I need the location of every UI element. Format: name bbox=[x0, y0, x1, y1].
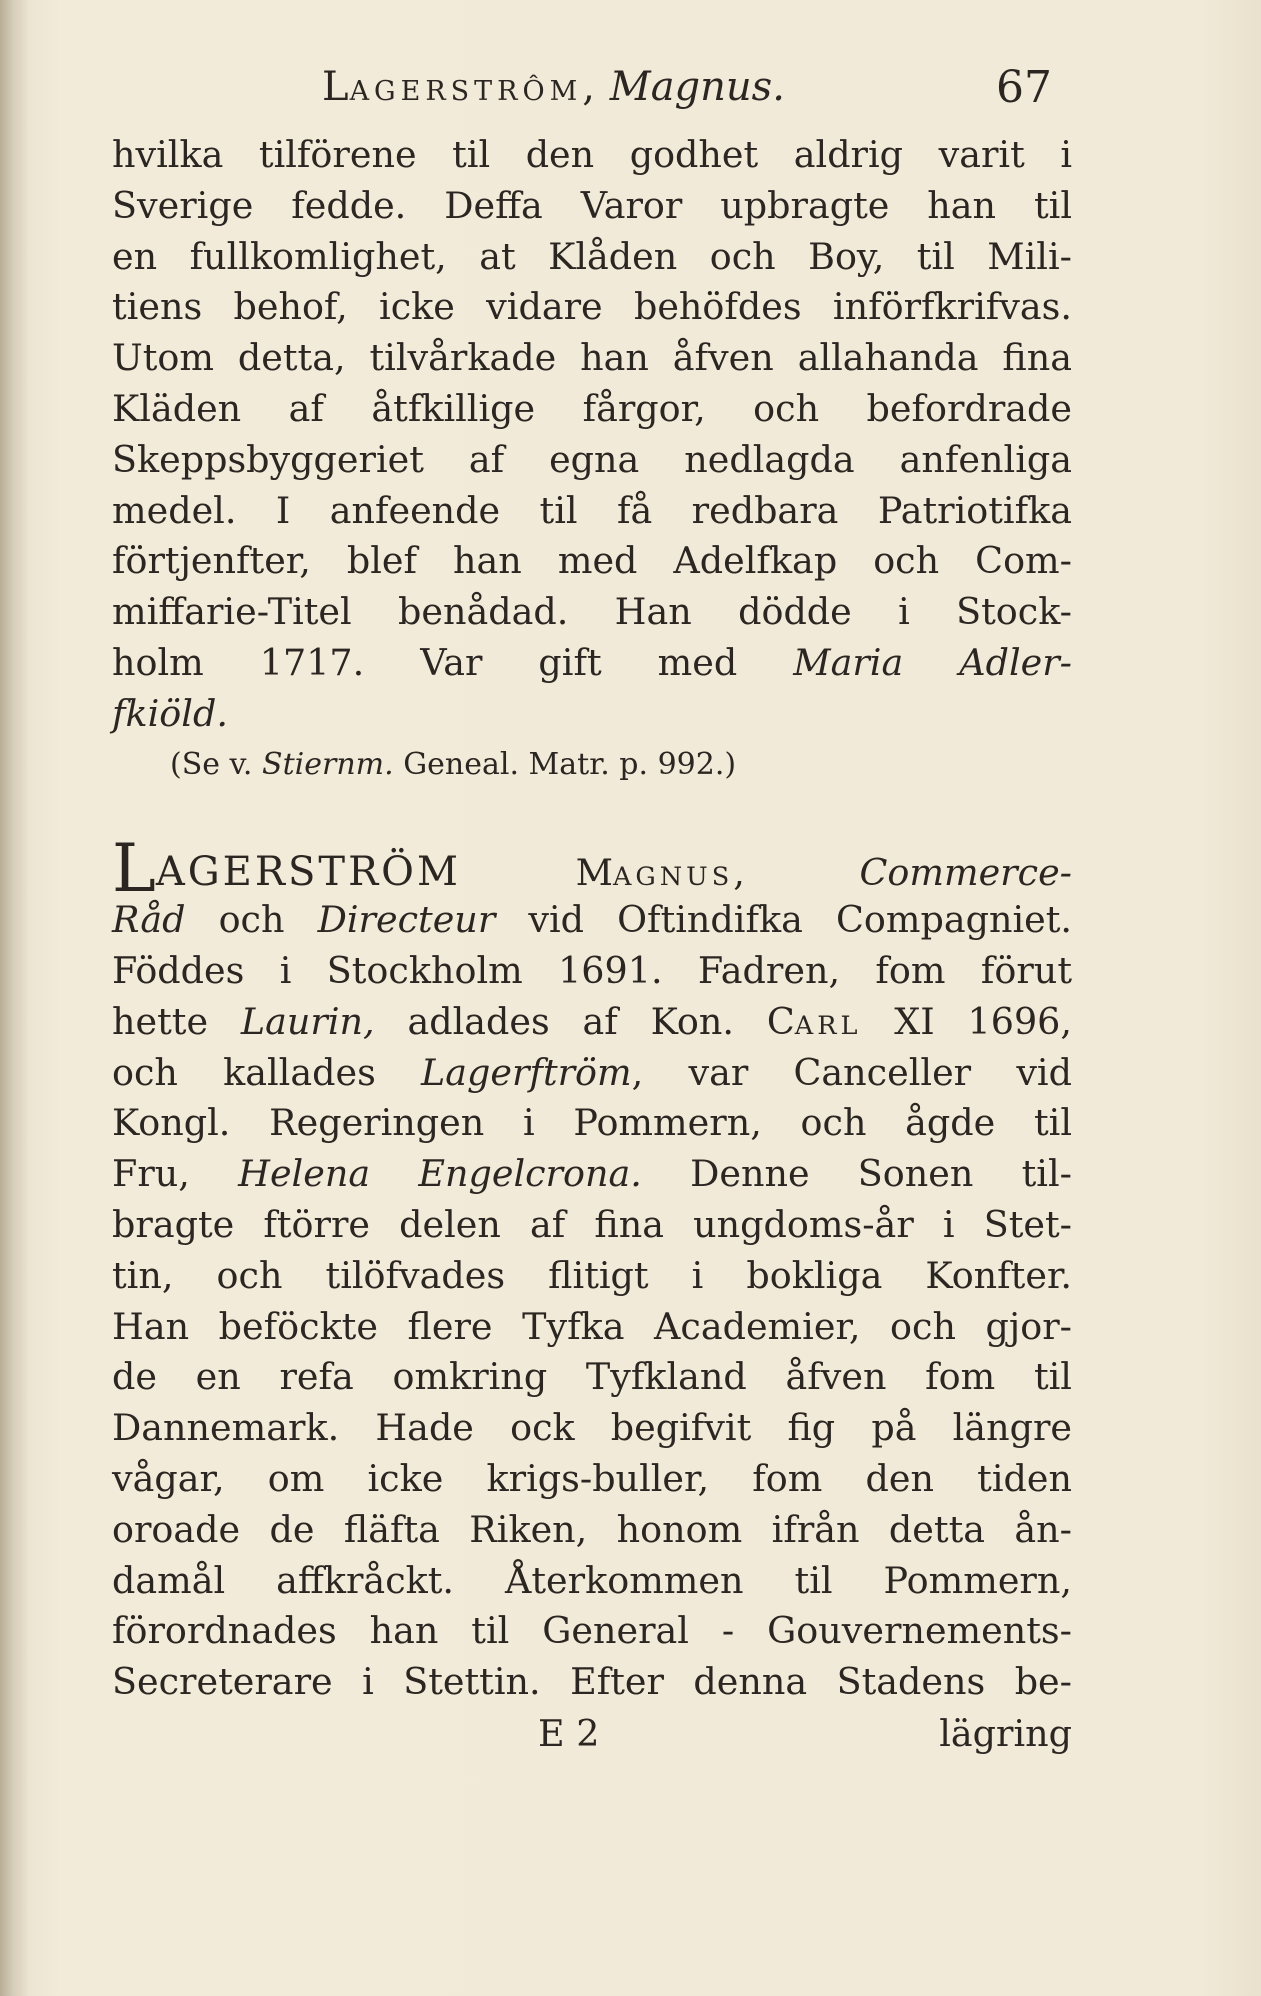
text-line: bragte ftörre delen af fina ungdoms-år i Stet- bbox=[112, 1202, 1072, 1246]
reference-detail: Geneal. Matr. p. 992.) bbox=[403, 746, 737, 782]
running-head-surname: AGERSTRÔM bbox=[349, 76, 583, 107]
entry-separator: , bbox=[733, 851, 745, 895]
text-line: damål affkråckt. Återkommen til Pommern, bbox=[112, 1558, 1072, 1602]
running-head-surname-initial: L bbox=[322, 64, 350, 110]
text-line: Kläden af åtfkillige fårgor, och befordrade bbox=[112, 386, 1072, 430]
entry-title-cont: Råd bbox=[112, 898, 186, 942]
text-line bbox=[112, 997, 1072, 1048]
text-line: oroade de fläfta Riken, honom ifrån detta ån- bbox=[112, 1507, 1072, 1551]
text-span: Denne Sonen til- bbox=[690, 1152, 1072, 1196]
text-line bbox=[112, 689, 1072, 740]
text-line bbox=[112, 638, 1072, 689]
text-line: tin, och tilöfvades flitigt i bokliga Konfter. bbox=[112, 1253, 1072, 1297]
text-span: och kallades bbox=[112, 1050, 376, 1094]
text-line: förtjenfter, blef han med Adelfkap och Com- bbox=[112, 539, 1072, 583]
text-line: medel. I anfeende til få redbara Patriotifka bbox=[112, 488, 1072, 532]
signature-mark: E 2 bbox=[538, 1711, 600, 1755]
text-line: Dannemark. Hade ock begifvit fig på längre bbox=[112, 1406, 1072, 1450]
entry-given-name: AGNUS bbox=[612, 862, 734, 893]
text-span: och bbox=[218, 898, 285, 942]
reference-author: Stiernm. bbox=[262, 746, 394, 782]
text-line: Sverige fedde. Deffa Varor upbragte han til bbox=[112, 183, 1072, 227]
text-line: Han beföckte flere Tyfka Academier, och gjor- bbox=[112, 1304, 1072, 1348]
text-line: Kongl. Regeringen i Pommern, och ågde til bbox=[112, 1101, 1072, 1145]
running-head-comma: , bbox=[582, 64, 597, 110]
book-page bbox=[112, 60, 1072, 1760]
spouse-name-end: fkiöld. bbox=[112, 691, 228, 735]
running-head-given-name: Magnus. bbox=[609, 64, 785, 110]
entry-initial: L bbox=[112, 830, 156, 908]
entry-surname: AGERSTRÖM bbox=[155, 849, 461, 896]
text-span: hette bbox=[112, 999, 209, 1043]
reference-open: (Se v. bbox=[170, 746, 253, 782]
running-head-title bbox=[322, 64, 785, 110]
text-line: Föddes i Stockholm 1691. Fadren, fom förut bbox=[112, 948, 1072, 992]
text-line bbox=[112, 1149, 1072, 1200]
text-line bbox=[112, 895, 1072, 946]
text-span: vid Oftindifka Compagniet. bbox=[528, 898, 1072, 942]
source-reference bbox=[112, 740, 1072, 791]
entry-title: Commerce- bbox=[859, 851, 1073, 895]
text-line: miffarie-Titel benådad. Han dödde i Stock- bbox=[112, 590, 1072, 634]
text-line: Utom detta, tilvårkade han åfven allahanda fina bbox=[112, 336, 1072, 380]
paragraph-continuation bbox=[112, 130, 1072, 790]
text-line bbox=[112, 1048, 1072, 1099]
text-line: Skeppsbyggeriet af egna nedlagda anfenliga bbox=[112, 437, 1072, 481]
page-footer bbox=[112, 1708, 1072, 1760]
section-gap bbox=[112, 790, 1072, 844]
page-edge-shadow bbox=[0, 0, 28, 1996]
text-span: Fru, bbox=[112, 1152, 190, 1196]
entry-heading-line bbox=[112, 830, 1073, 908]
entry-office: Directeur bbox=[317, 898, 496, 942]
mother-name: Helena Engelcrona. bbox=[238, 1152, 642, 1196]
text-span: holm 1717. Var gift med bbox=[112, 640, 738, 684]
text-span: XI 1696, bbox=[894, 999, 1072, 1043]
text-line: tiens behof, icke vidare behöfdes införfkrifvas. bbox=[112, 285, 1072, 329]
text-line: Secreterare i Stettin. Efter denna Stadens be- bbox=[112, 1660, 1072, 1704]
text-line: förordnades han til General - Gouvernements- bbox=[112, 1609, 1072, 1653]
text-line: en fullkomlighet, at Klåden och Boy, til Mili- bbox=[112, 234, 1072, 278]
spouse-name: Maria Adler- bbox=[793, 640, 1072, 684]
text-span: , var Canceller vid bbox=[631, 1050, 1072, 1094]
running-head bbox=[112, 60, 1072, 130]
biography-entry bbox=[112, 830, 1073, 1708]
king-initial: C bbox=[766, 999, 795, 1043]
text-line: hvilka tilförene til den godhet aldrig varit i bbox=[112, 133, 1072, 176]
catchword: lägring bbox=[939, 1711, 1072, 1755]
page-number: 67 bbox=[996, 62, 1052, 113]
text-line: de en refa omkring Tyfkland åfven fom til bbox=[112, 1355, 1072, 1399]
entry-given-initial: M bbox=[575, 851, 613, 895]
father-name: Laurin, bbox=[240, 999, 375, 1043]
king-name: ARL bbox=[794, 1010, 862, 1041]
family-name: Lagerftröm bbox=[421, 1050, 632, 1094]
text-line: vågar, om icke krigs-buller, fom den tiden bbox=[112, 1456, 1072, 1500]
text-span: adlades af Kon. bbox=[407, 999, 735, 1043]
